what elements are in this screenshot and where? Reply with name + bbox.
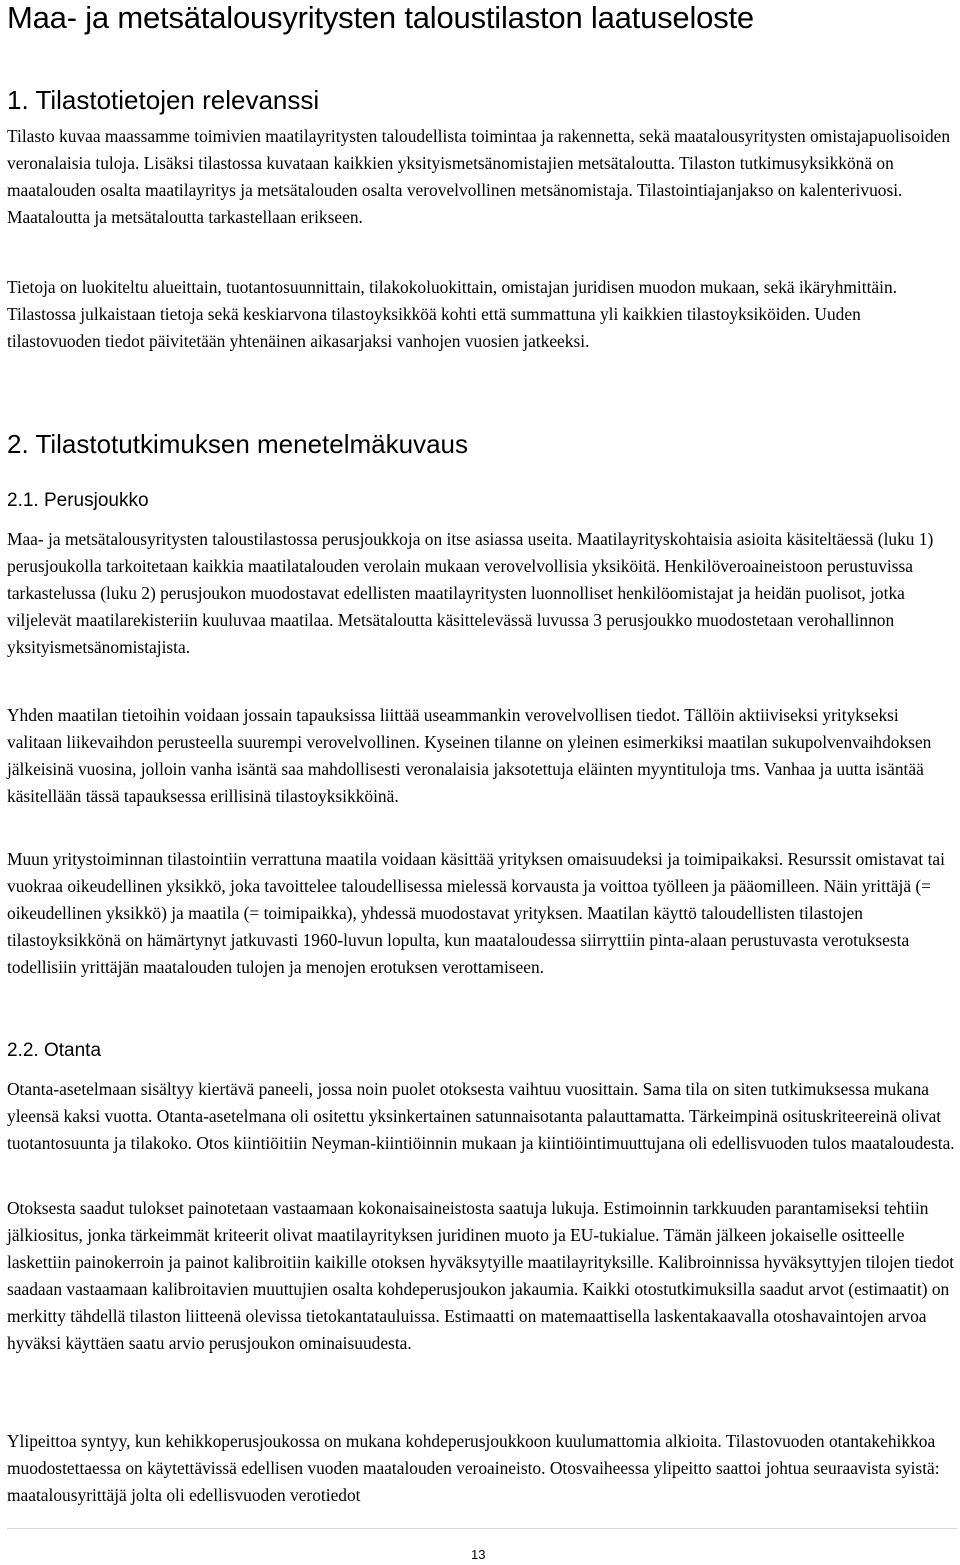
section-1-paragraph-2: Tietoja on luokiteltu alueittain, tuotantosuunnittain, tilakokoluokittain, omistajan juridisen muodon mukaan, sekä ikäryhmittäin. Tilastossa julkaistaan tietoja sekä keskiarvona tilastoyksikköä kohti että summattuna yli kaikkien tilastoyksiköiden. Uuden tilastovuoden tiedot päivitetään yhtenäinen aikasarjaksi vanhojen vuosien jatkeeksi. bbox=[7, 277, 898, 351]
section-2-2-paragraph-1: Otanta-asetelmaan sisältyy kiertävä paneeli, jossa noin puolet otoksesta vaihtuu vuosittain. Sama tila on siten tutkimuksessa mukana yleensä kaksi vuotta. Otanta-asetelmana oli ositettu yksinkertainen satunnaisotanta palauttamatta. Tärkeimpinä osituskriteereinä olivat tuotantosuunta ja tilakoko. Otos kiintiöitiin Neyman-kiintiöinnin mukaan ja kiintiöintimuuttujana oli edellisvuoden tulos maataloudesta. bbox=[7, 1079, 955, 1153]
section-2-1-heading: 2.1. Perusjoukko bbox=[7, 490, 149, 511]
section-2-2-paragraph-2: Otoksesta saadut tulokset painotetaan vastaamaan kokonaisaineistosta saatuja lukuja. Estimoinnin tarkkuuden parantamiseksi tehtiin jälkiositus, jonka tärkeimmät kriteerit olivat maatilayrityksen juridinen muoto ja EU-tukialue. Tämän jälkeen jokaiselle ositteelle laskettiin painokerroin ja painot kalibroitiin kaikille otoksen hyväksytyille maatilayrityksille. Kalibroinnissa hyväksyttyjen tilojen tiedot saadaan vastaamaan kalibroitavien muuttujien osalta kohdeperusjoukon jakaumia. Kaikki otostutkimuksilla saadut arvot (estimaatit) on merkitty tähdellä tilaston liitteenä olevissa tietokantatauluissa. Estimaatti on matemaattisella laskentakaavalla otoshavaintojen arvoa hyväksi käyttäen saatu arvio perusjoukon ominaisuudesta. bbox=[7, 1198, 955, 1353]
section-2-1-paragraph-3: Muun yritystoiminnan tilastointiin verrattuna maatila voidaan käsittää yrityksen omaisuudeksi ja toimipaikaksi. Resurssit omistavat tai vuokraa oikeudellinen yksikkö, joka tavoittelee taloudellisessa mielessä korvausta ja voittoa työlleen ja pääomilleen. Näin yrittäjä (= oikeudellinen yksikkö) ja maatila (= toimipaikka), yhdessä muodostavat yrityksen. Maatilan käyttö taloudellisten tilastojen tilastoyksikkönä on hämärtynyt jatkuvasti 1960-luvun lopulta, kun maataloudessa siirryttiin pinta-alaan perustuvasta verotuksesta todellisiin yrittäjän maatalouden tulojen ja menojen erotuksen verottamiseen. bbox=[7, 849, 945, 977]
section-1-paragraph-1: Tilasto kuvaa maassamme toimivien maatilayritysten taloudellista toimintaa ja rakennetta, sekä maatalousyritysten omistajapuolisoiden veronalaisia tuloja. Lisäksi tilastossa kuvataan kaikkien yksityismetsänomistajien metsätaloutta. Tilaston tutkimusyksikkönä on maatalouden osalta maatilayritys ja metsätalouden osalta verovelvollinen metsänomistaja. Tilastointiajanjakso on kalenterivuosi. Maataloutta ja metsätaloutta tarkastellaan erikseen. bbox=[7, 126, 951, 227]
footer-divider bbox=[7, 1528, 957, 1529]
section-2-heading: 2. Tilastotutkimuksen menetelmäkuvaus bbox=[7, 429, 468, 459]
section-2-2-paragraph-3: Ylipeittoa syntyy, kun kehikkoperusjoukossa on mukana kohdeperusjoukkoon kuulumattomia alkioita. Tilastovuoden otantakehikkoa muodostettaessa on käytettävissä edellisen vuoden maatalouden veroaineisto. Otosvaiheessa ylipeitto saattoi johtua seuraavista syistä: maatalousyrittäjä jolta oli edellisvuoden verotiedot bbox=[7, 1431, 940, 1505]
section-2-1-paragraph-2: Yhden maatilan tietoihin voidaan jossain tapauksissa liittää useammankin verovelvollisen tiedot. Tällöin aktiiviseksi yritykseksi valitaan liikevaihdon perusteella suurempi verovelvollinen. Kyseinen tilanne on yleinen esimerkiksi maatilan sukupolvenvaihdoksen jälkeisinä vuosina, jolloin vanha isäntä saa mahdollisesti veronalaisia jaksotettuja eläinten myyntituloja tms. Vanhaa ja uutta isäntää käsitellään tässä tapauksessa erillisinä tilastoyksikköinä. bbox=[7, 705, 932, 806]
section-1-heading: 1. Tilastotietojen relevanssi bbox=[7, 85, 320, 115]
section-2-1-paragraph-1: Maa- ja metsätalousyritysten taloustilastossa perusjoukkoja on itse asiassa useita. Maatilayrityskohtaisia asioita käsiteltäessä (luku 1) perusjoukolla tarkoitetaan kaikkia maatilatalouden verolain mukaan verovelvollisia yksiköitä. Henkilöveroaineistoon perustuvissa tarkastelussa (luku 2) perusjoukon muodostavat edellisten maatilayritysten luonnolliset henkilöomistajat ja heidän puolisot, jotka viljelevät maatilarekisteriin kuuluvaa maatilaa. Metsätaloutta käsittelevässä luvussa 3 perusjoukko muodostetaan verohallinnon yksityismetsänomistajista. bbox=[7, 529, 934, 657]
section-2-2-heading: 2.2. Otanta bbox=[7, 1040, 102, 1061]
page-number: 13 bbox=[471, 1547, 486, 1562]
document-title: Maa- ja metsätalousyritysten taloustilaston laatuseloste bbox=[7, 0, 754, 35]
